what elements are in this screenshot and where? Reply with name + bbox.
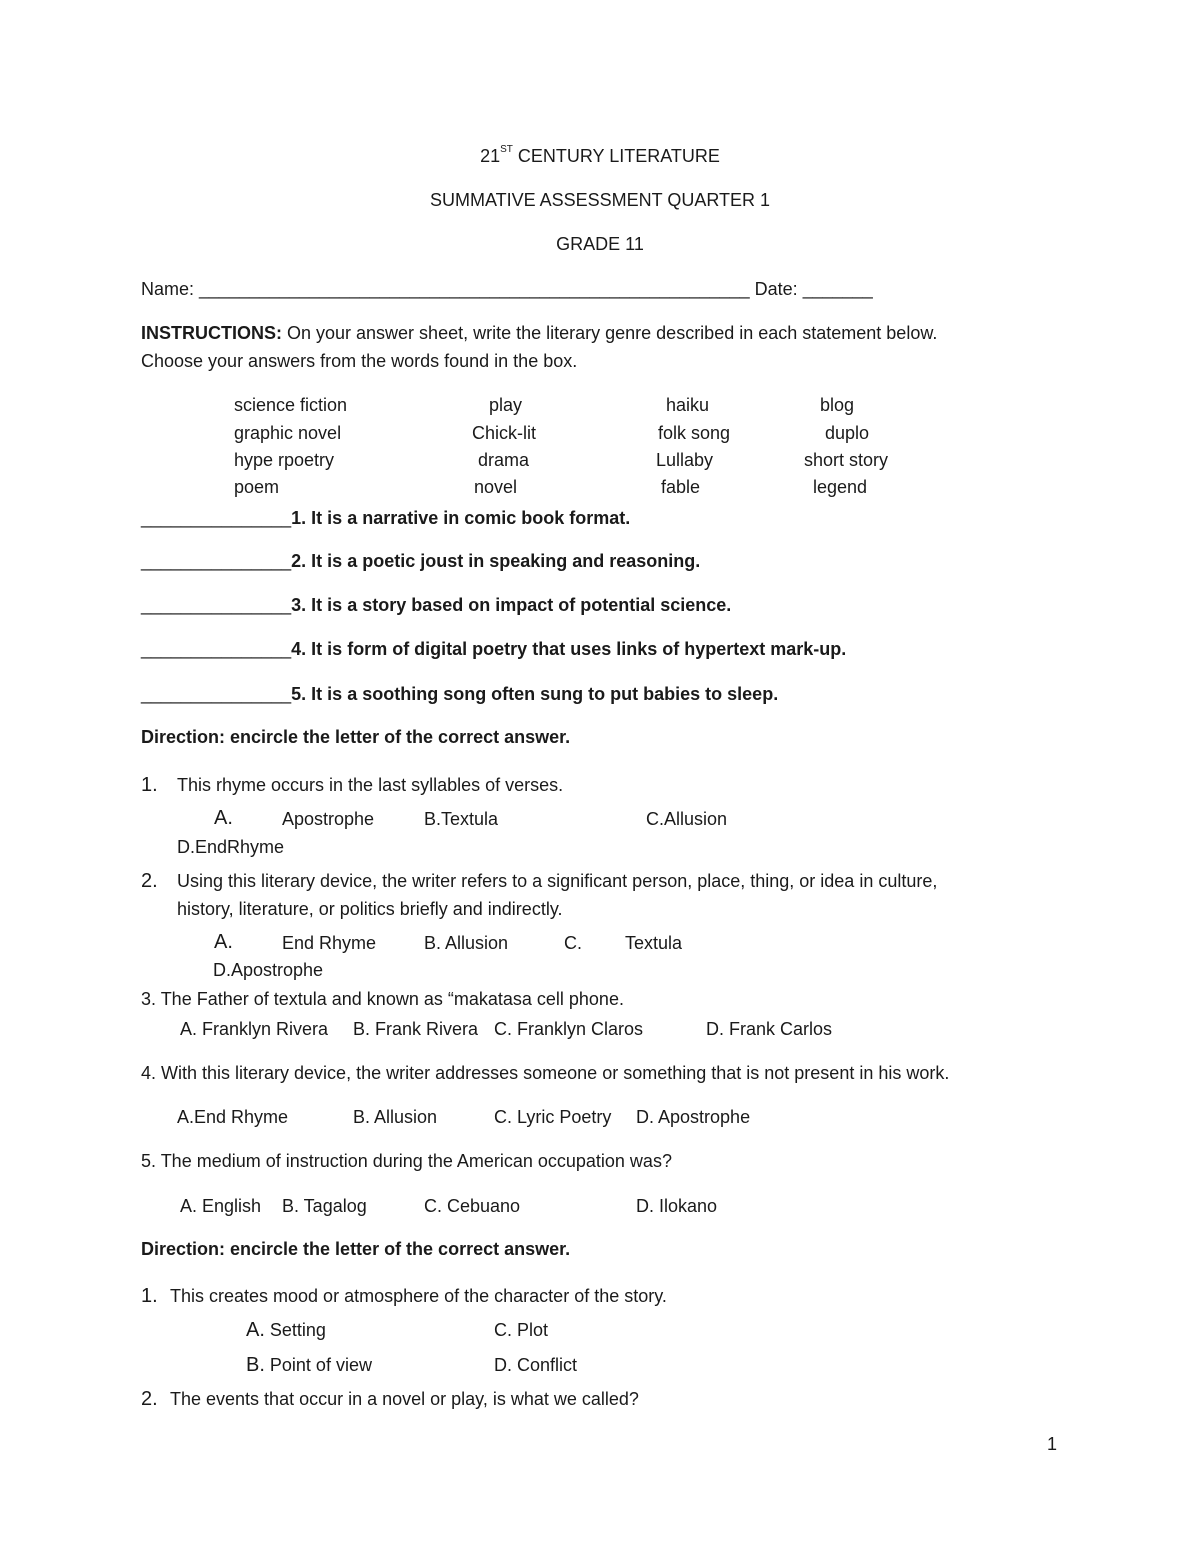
option: C. Lyric Poetry — [494, 1107, 612, 1127]
option: End Rhyme — [282, 933, 377, 953]
option: B. Frank Rivera — [353, 1019, 479, 1039]
option-letter: A. — [214, 931, 233, 953]
word-box-item: Lullaby — [656, 450, 714, 470]
option: C. Plot — [494, 1320, 549, 1340]
fill-blank-item: _______________1. It is a narrative in comic book format. — [141, 508, 631, 528]
option: D.EndRhyme — [177, 837, 285, 857]
question-text: 5. The medium of instruction during the American occupation was? — [141, 1151, 672, 1171]
option-letter: C. — [564, 933, 582, 953]
question-text: 3. The Father of textula and known as “makatasa cell phone. — [141, 989, 624, 1009]
section-direction: Direction: encircle the letter of the correct answer. — [141, 1239, 571, 1259]
question-text: The events that occur in a novel or play, is what we called? — [170, 1389, 639, 1409]
option: D. Apostrophe — [636, 1107, 751, 1127]
word-box-item: haiku — [666, 395, 710, 415]
word-box-item: science fiction — [234, 395, 348, 415]
question-number: 1. — [141, 1285, 158, 1307]
option: Apostrophe — [282, 809, 375, 829]
instructions-label: INSTRUCTIONS: — [141, 323, 282, 343]
name-blank: _______________________________________________________ — [199, 279, 750, 299]
question-text: This rhyme occurs in the last syllables of verses. — [177, 775, 564, 795]
option: D. Frank Carlos — [706, 1019, 833, 1039]
option: C.Allusion — [646, 809, 728, 829]
word-box-item: folk song — [658, 423, 731, 443]
word-box-item: drama — [478, 450, 530, 470]
option: Textula — [625, 933, 683, 953]
question-number: 1. — [141, 774, 158, 796]
page-number: 1 — [1047, 1434, 1058, 1454]
document-subtitle: SUMMATIVE ASSESSMENT QUARTER 1 — [429, 190, 771, 210]
word-box-item: blog — [820, 395, 855, 415]
option: B. Tagalog — [282, 1196, 367, 1216]
instructions-line-2: Choose your answers from the words found in the box. — [141, 351, 578, 371]
option: C. Franklyn Claros — [494, 1019, 644, 1039]
option: D. Conflict — [494, 1355, 578, 1375]
question-text: 4. With this literary device, the writer addresses someone or something that is not present in his work. — [141, 1063, 950, 1083]
option: A. English — [180, 1196, 262, 1216]
option: B. Allusion — [424, 933, 509, 953]
name-label: Name: — [141, 279, 195, 299]
option: D.Apostrophe — [213, 960, 324, 980]
question-number: 2. — [141, 1388, 158, 1410]
date-label: Date: — [754, 279, 798, 299]
word-box-item: graphic novel — [234, 423, 342, 443]
word-box-item: short story — [804, 450, 889, 470]
option: A. Franklyn Rivera — [180, 1019, 329, 1039]
word-box-item: fable — [661, 477, 701, 497]
word-box-item: poem — [234, 477, 280, 497]
name-line — [141, 280, 873, 298]
option: A. Setting — [246, 1319, 326, 1341]
option: B. Point of view — [246, 1354, 372, 1376]
option: B.Textula — [424, 809, 499, 829]
question-text: Using this literary device, the writer refers to a significant person, place, thing, or idea in culture, — [177, 871, 938, 891]
section-direction: Direction: encircle the letter of the correct answer. — [141, 727, 571, 747]
fill-blank-item: _______________2. It is a poetic joust in speaking and reasoning. — [141, 551, 701, 571]
fill-blank-item: _______________4. It is form of digital poetry that uses links of hypertext mark-up. — [141, 639, 847, 659]
fill-blank-item: _______________3. It is a story based on impact of potential science. — [141, 595, 732, 615]
word-box-item: duplo — [825, 423, 870, 443]
document-title: 21ST CENTURY LITERATURE — [480, 144, 720, 166]
word-box-item: legend — [813, 477, 868, 497]
fill-blank-item: _______________5. It is a soothing song often sung to put babies to sleep. — [141, 684, 779, 704]
grade-level: GRADE 11 — [556, 234, 644, 254]
instructions-line-1: INSTRUCTIONS: On your answer sheet, write the literary genre described in each statement below. — [141, 323, 938, 343]
word-box-item: hype rpoetry — [234, 450, 335, 470]
word-box-item: Chick-lit — [472, 423, 537, 443]
date-blank: _______ — [802, 279, 873, 299]
question-text: This creates mood or atmosphere of the character of the story. — [170, 1286, 667, 1306]
option-letter: A. — [214, 807, 233, 829]
question-text: history, literature, or politics briefly and indirectly. — [177, 899, 563, 919]
option: D. Ilokano — [636, 1196, 718, 1216]
option: A.End Rhyme — [177, 1107, 289, 1127]
question-number: 2. — [141, 870, 158, 892]
word-box-item: novel — [474, 477, 518, 497]
word-box-item: play — [489, 395, 523, 415]
option: B. Allusion — [353, 1107, 438, 1127]
option: C. Cebuano — [424, 1196, 521, 1216]
